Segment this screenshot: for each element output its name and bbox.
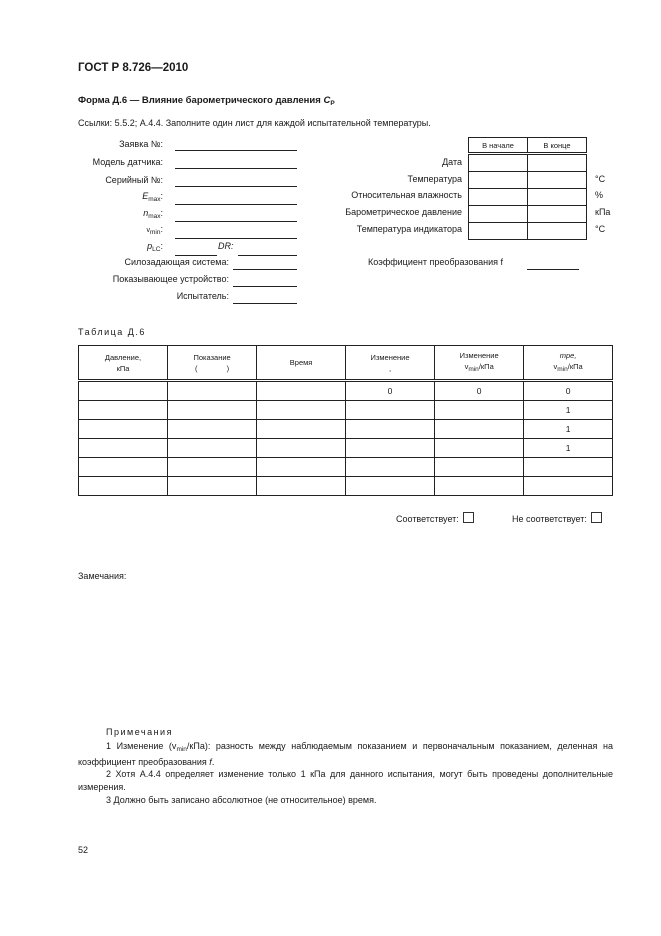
env-label-date: Дата [442,157,462,167]
env-header-end: В конце [528,138,587,154]
table-row [79,458,613,477]
request-label: Заявка №: [119,139,163,149]
env-cell[interactable] [528,172,587,189]
plc-label: $p_{LC}$: [147,241,163,253]
notes-heading: Примечания [106,727,173,737]
table-row: 1 [79,439,613,458]
table-row [79,477,613,496]
fail-checkbox-group [512,512,602,524]
col-pressure: Давление, кПа [79,346,168,381]
unit-indicator-temp: °C [595,224,606,234]
fail-checkbox[interactable] [591,512,602,523]
col-time: Время [257,346,346,381]
pass-label: Соответствует: [396,514,459,524]
env-cell[interactable] [469,206,528,223]
note-3: 3 Должно быть записано абсолютное (не относительное) время. [106,795,377,805]
env-cell[interactable] [469,223,528,240]
conversion-factor-field[interactable] [527,259,579,270]
env-cell[interactable] [528,154,587,172]
fail-label: Не соответствует: [512,514,587,524]
tester-field[interactable] [233,293,297,304]
col-reading: Показание ( ) [168,346,257,381]
col-mpe: mpe, $v_{min}$/кПа [524,346,613,381]
table-row: 0 0 0 [79,381,613,401]
remarks-label: Замечания: [78,571,127,581]
pass-checkbox[interactable] [463,512,474,523]
emax-label: $E_{max}$: [142,191,163,203]
pass-checkbox-group [396,512,474,524]
unit-humidity: % [595,190,604,200]
env-label-pressure: Барометрическое давление [345,207,462,217]
env-label-temperature: Температура [407,174,462,184]
tester-label: Испытатель: [176,291,229,301]
unit-temperature: °C [595,174,606,184]
form-title: Форма Д.6 — Влияние барометрического давления $C_P$ [78,95,335,107]
environment-table [468,137,587,240]
col-change-vmin: Изменение $v_{min}$/кПа [435,346,524,381]
env-cell[interactable] [528,223,587,240]
plc-field[interactable] [175,245,217,256]
page-number: 52 [78,845,89,855]
note-1: 1 Изменение $(v_{min}/кПа)$: разность между наблюдаемым показанием и первоначальным показанием, деленная на коэффициент преобразования f. [78,741,613,767]
indicator-label: Показывающее устройство: [112,274,229,284]
sensor-model-label: Модель датчика: [92,157,163,167]
dr-label: DR: [218,241,234,251]
request-field[interactable] [175,140,297,151]
vmin-label: $v_{min}$: [146,224,163,236]
conversion-factor-label: Коэффициент преобразования f [368,257,503,267]
force-system-field[interactable] [233,259,297,270]
dr-field[interactable] [238,245,297,256]
env-cell[interactable] [528,206,587,223]
table-row: 1 [79,401,613,420]
env-label-indicator-temp: Температура индикатора [356,224,462,234]
indicator-field[interactable] [233,276,297,287]
env-header-start: В начале [469,138,528,154]
nmax-label: $n_{max}$: [143,208,163,220]
force-system-label: Силозадающая система: [124,257,229,267]
unit-pressure: кПа [595,207,611,217]
env-cell[interactable] [469,189,528,206]
table-caption: Таблица Д.6 [78,327,146,337]
env-label-humidity: Относительная влажность [351,190,462,200]
note-2: 2 Хотя А.4.4 определяет изменение только 1 кПа для данного испытания, могут быть проведены дополнительные измерения. [78,769,613,792]
references: Ссылки: 5.5.2; А.4.4. Заполните один лист для каждой испытательной температуры. [78,118,431,128]
col-change: Изменение , [345,346,434,381]
standard-number: ГОСТ Р 8.726—2010 [78,62,189,74]
data-table [78,345,613,496]
serial-label: Серийный №: [105,175,163,185]
table-row: 1 [79,420,613,439]
env-cell[interactable] [469,154,528,172]
env-cell[interactable] [469,172,528,189]
env-cell[interactable] [528,189,587,206]
